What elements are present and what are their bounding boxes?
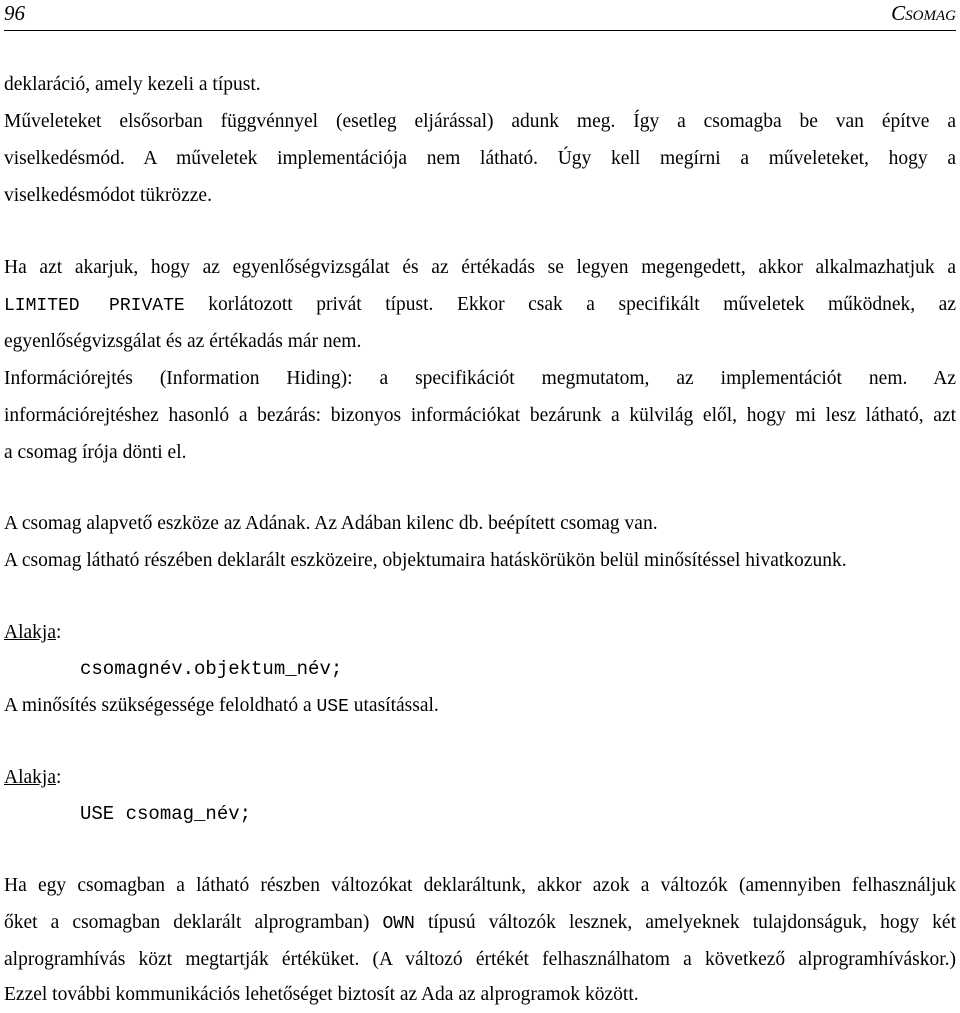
paragraph-line: Műveleteket elsősorban függvénnyel (esetleg eljárással) adunk meg. Így a csomagba be van építve a	[4, 111, 956, 132]
paragraph-line: A csomag látható részében deklarált eszközeire, objektumaira hatáskörükön belül minősítéssel hivatkozunk.	[4, 550, 847, 571]
alakja-label: Alakja	[4, 767, 56, 788]
text-span: őket a csomagban deklarált alprogramban)	[4, 912, 383, 933]
paragraph-line: a csomag írója dönti el.	[4, 442, 187, 463]
paragraph-line: viselkedésmód. A műveletek implementációja nem látható. Úgy kell megírni a műveleteket, hogy a	[4, 148, 956, 169]
paragraph-line: alprogramhívás közt megtartják értéküket. (A változó értékét felhasználhatom a következő alprogramhíváskor.)	[4, 949, 956, 970]
paragraph-line: Ha azt akarjuk, hogy az egyenlőségvizsgálat és az értékadás se legyen megengedett, akkor alkalmazhatjuk a	[4, 257, 956, 278]
paragraph-line: Információrejtés (Information Hiding): a specifikációt megmutatom, az implementációt nem. Az	[4, 368, 956, 389]
alakja-heading	[4, 759, 956, 796]
alakja-label: Alakja	[4, 622, 56, 643]
inline-code: OWN	[382, 914, 415, 934]
colon: :	[55, 622, 62, 643]
paragraph-line: Ezzel további kommunikációs lehetőséget biztosít az Ada az alprogramok között.	[4, 984, 639, 1005]
paragraph-line	[4, 286, 956, 325]
text-span: utasítással.	[348, 695, 439, 716]
page-number: 96	[4, 1, 25, 25]
paragraph-line: egyenlőségvizsgálat és az értékadás már nem.	[4, 331, 362, 352]
text-span: korlátozott privát típust. Ekkor csak a specifikált műveletek működnek, az	[184, 294, 956, 315]
colon: :	[55, 767, 62, 788]
inline-code: USE	[316, 697, 349, 717]
paragraph-line: A csomag alapvető eszköze az Adának. Az Adában kilenc db. beépített csomag van.	[4, 513, 658, 534]
alakja-heading	[4, 614, 956, 651]
paragraph-line: viselkedésmódot tükrözze.	[4, 185, 212, 206]
paragraph-line: információrejtéshez hasonló a bezárás: bizonyos információkat bezárunk a külvilág elől, hogy mi lesz látható, azt	[4, 405, 956, 426]
paragraph-line: deklaráció, amely kezeli a típust.	[4, 74, 261, 95]
page-header	[4, 0, 956, 31]
code-sample: USE csomag_név;	[80, 803, 252, 825]
paragraph-line	[4, 904, 956, 943]
code-sample: csomagnév.objektum_név;	[80, 658, 343, 680]
text-span: A minősítés szükségessége feloldható a	[4, 695, 317, 716]
inline-code: LIMITED PRIVATE	[4, 296, 185, 316]
paragraph-line	[4, 687, 956, 726]
text-span: típusú változók lesznek, amelyeknek tulajdonságuk, hogy két	[414, 912, 956, 933]
paragraph-line: Ha egy csomagban a látható részben változókat deklaráltunk, akkor azok a változók (amennyiben felhasználjuk	[4, 875, 956, 896]
running-title: Csomag	[891, 1, 956, 25]
